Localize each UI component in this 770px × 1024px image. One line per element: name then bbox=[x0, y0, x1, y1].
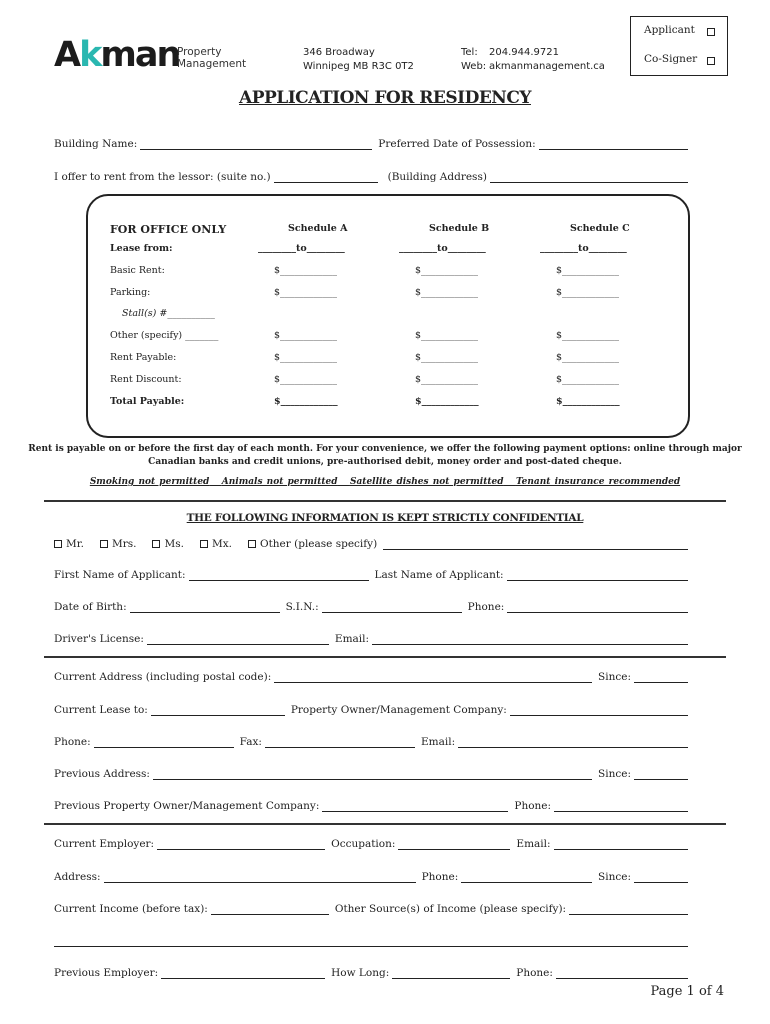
rent-payable-a[interactable]: $____________ bbox=[274, 352, 338, 363]
dob-field[interactable] bbox=[130, 601, 280, 613]
how-long-label: How Long: bbox=[331, 967, 390, 979]
owner-company-label: Property Owner/Management Company: bbox=[290, 704, 507, 716]
parking-c[interactable]: $____________ bbox=[556, 287, 620, 298]
web-label: Web: bbox=[461, 61, 487, 72]
previous-address-label: Previous Address: bbox=[54, 768, 150, 780]
emp-email-field[interactable] bbox=[554, 838, 688, 850]
other-income-label: Other Source(s) of Income (please specify): bbox=[334, 903, 567, 915]
emp-phone-label: Phone: bbox=[421, 871, 459, 883]
license-row bbox=[54, 633, 688, 645]
building-row bbox=[54, 138, 688, 150]
rent-payable-c[interactable]: $____________ bbox=[556, 352, 620, 363]
previous-address-field[interactable] bbox=[153, 768, 592, 780]
current-address-row bbox=[54, 671, 688, 683]
email-label: Email: bbox=[334, 633, 370, 645]
possession-date-field[interactable] bbox=[539, 138, 688, 150]
current-employer-label: Current Employer: bbox=[54, 838, 155, 850]
applicant-type-box bbox=[630, 16, 728, 76]
previous-owner-row bbox=[54, 800, 688, 812]
company-address bbox=[303, 46, 414, 74]
prev-phone-field[interactable] bbox=[554, 800, 688, 812]
previous-employer-row bbox=[54, 967, 688, 979]
basic-rent-a[interactable]: $____________ bbox=[274, 265, 338, 276]
tel-label: Tel: bbox=[461, 47, 478, 58]
ms-label: Ms. bbox=[164, 538, 184, 550]
basic-rent-c[interactable]: $____________ bbox=[556, 265, 620, 276]
logo-sub-1: Property bbox=[177, 46, 222, 58]
phone-field[interactable] bbox=[507, 601, 688, 613]
other-a[interactable]: $____________ bbox=[274, 330, 338, 341]
divider bbox=[44, 656, 726, 658]
title-mrs[interactable] bbox=[100, 538, 137, 550]
dob-row bbox=[54, 601, 688, 613]
sin-label: S.I.N.: bbox=[285, 601, 319, 613]
previous-address-row bbox=[54, 768, 688, 780]
logo-accent-letter: k bbox=[79, 35, 101, 75]
res-email-field[interactable] bbox=[458, 736, 688, 748]
prev-phone-label: Phone: bbox=[514, 800, 552, 812]
cosigner-option[interactable] bbox=[644, 53, 697, 65]
emp-since-label: Since: bbox=[598, 871, 631, 883]
res-phone-field[interactable] bbox=[94, 736, 234, 748]
parking-a[interactable]: $____________ bbox=[274, 287, 338, 298]
fax-field[interactable] bbox=[265, 736, 415, 748]
office-title: FOR OFFICE ONLY bbox=[110, 223, 227, 236]
rent-discount-label: Rent Discount: bbox=[110, 374, 182, 385]
building-name-field[interactable] bbox=[140, 138, 372, 150]
divider bbox=[44, 823, 726, 825]
applicant-option[interactable] bbox=[644, 24, 695, 36]
contact-row bbox=[54, 736, 688, 748]
current-lease-field[interactable] bbox=[151, 704, 285, 716]
since-label: Since: bbox=[598, 671, 631, 683]
other-b[interactable]: $____________ bbox=[415, 330, 479, 341]
applicant-checkbox[interactable] bbox=[707, 28, 715, 36]
rent-discount-b[interactable]: $____________ bbox=[415, 374, 479, 385]
income-field[interactable] bbox=[211, 903, 329, 915]
mx-label: Mx. bbox=[211, 538, 232, 550]
policies bbox=[0, 477, 770, 487]
building-address-field[interactable] bbox=[490, 171, 688, 183]
schedule-a-header: Schedule A bbox=[288, 223, 348, 234]
license-field[interactable] bbox=[147, 633, 329, 645]
page-title: APPLICATION FOR RESIDENCY bbox=[239, 88, 531, 108]
policy-satellite: Satellite dishes not permitted bbox=[349, 477, 504, 487]
schedule-b-header: Schedule B bbox=[429, 223, 490, 234]
prev-emp-phone-label: Phone: bbox=[516, 967, 553, 979]
payment-notice-line-1: Rent is payable on or before the first day of each month. For your convenience, we offer the following payment options: online through major bbox=[28, 444, 742, 454]
address-line-1: 346 Broadway bbox=[303, 47, 375, 58]
title-other[interactable] bbox=[248, 538, 377, 550]
income-row bbox=[54, 903, 688, 915]
logo-sub-2: Management bbox=[177, 58, 247, 70]
parking-b[interactable]: $____________ bbox=[415, 287, 479, 298]
emp-address-label: Address: bbox=[54, 871, 101, 883]
other-c[interactable]: $____________ bbox=[556, 330, 620, 341]
total-payable-c[interactable]: $____________ bbox=[556, 396, 620, 407]
emp-email-label: Email: bbox=[516, 838, 551, 850]
confidential-heading: THE FOLLOWING INFORMATION IS KEPT STRICTLY CONFIDENTIAL bbox=[186, 512, 584, 524]
lease-range-c[interactable]: ________to________ bbox=[540, 243, 627, 254]
lease-row bbox=[54, 704, 688, 716]
payment-notice-line-2: Canadian banks and credit unions, pre-authorised debit, money order and post-dated cheque. bbox=[148, 457, 622, 467]
phone-label: Phone: bbox=[467, 601, 505, 613]
current-address-field[interactable] bbox=[274, 671, 592, 683]
mrs-label: Mrs. bbox=[111, 538, 137, 550]
employer-address-row bbox=[54, 871, 688, 883]
title-mr[interactable] bbox=[54, 538, 84, 550]
payment-notice bbox=[0, 443, 770, 469]
tel-value: 204.944.9721 bbox=[489, 47, 559, 58]
dob-label: Date of Birth: bbox=[54, 601, 127, 613]
rent-payable-b[interactable]: $____________ bbox=[415, 352, 479, 363]
mr-checkbox[interactable] bbox=[54, 540, 62, 548]
basic-rent-b[interactable]: $____________ bbox=[415, 265, 479, 276]
suite-number-field[interactable] bbox=[274, 171, 378, 183]
mx-checkbox[interactable] bbox=[200, 540, 208, 548]
policy-smoking: Smoking not permitted bbox=[89, 477, 210, 487]
prev-since-label: Since: bbox=[598, 768, 631, 780]
current-address-label: Current Address (including postal code): bbox=[54, 671, 272, 683]
title-ms[interactable] bbox=[152, 538, 183, 550]
current-employer-field[interactable] bbox=[157, 838, 325, 850]
income-label: Current Income (before tax): bbox=[54, 903, 208, 915]
address-line-2: Winnipeg MB R3C 0T2 bbox=[303, 61, 414, 72]
logo bbox=[54, 36, 179, 76]
previous-employer-label: Previous Employer: bbox=[54, 967, 159, 979]
current-lease-label: Current Lease to: bbox=[54, 704, 148, 716]
policy-insurance: Tenant insurance recommended bbox=[515, 477, 681, 487]
title-mx[interactable] bbox=[200, 538, 232, 550]
last-name-field[interactable] bbox=[507, 569, 688, 581]
employer-row bbox=[54, 838, 688, 850]
owner-company-field[interactable] bbox=[510, 704, 688, 716]
other-income-field[interactable] bbox=[569, 903, 688, 915]
previous-owner-label: Previous Property Owner/Management Company: bbox=[54, 800, 320, 812]
total-payable-label: Total Payable: bbox=[110, 396, 185, 407]
parking-label: Parking: bbox=[110, 287, 151, 298]
emp-phone-field[interactable] bbox=[461, 871, 592, 883]
offer-rent-label: I offer to rent from the lessor: (suite no.) bbox=[54, 171, 271, 183]
title-options bbox=[54, 538, 688, 550]
applicant-label: Applicant bbox=[644, 24, 695, 36]
company-contact bbox=[461, 46, 605, 74]
other-title-field[interactable] bbox=[383, 538, 688, 550]
lease-range-b[interactable]: ________to________ bbox=[399, 243, 486, 254]
occupation-label: Occupation: bbox=[331, 838, 396, 850]
logo-sub bbox=[177, 46, 246, 70]
cosigner-checkbox[interactable] bbox=[707, 57, 715, 65]
email-field[interactable] bbox=[372, 633, 688, 645]
rent-discount-c[interactable]: $____________ bbox=[556, 374, 620, 385]
address-since-field[interactable] bbox=[634, 671, 688, 683]
how-long-field[interactable] bbox=[392, 967, 510, 979]
emp-since-field[interactable] bbox=[634, 871, 688, 883]
cosigner-label: Co-Signer bbox=[644, 53, 698, 65]
previous-owner-field[interactable] bbox=[322, 800, 508, 812]
prev-since-field[interactable] bbox=[634, 768, 688, 780]
sin-field[interactable] bbox=[322, 601, 462, 613]
building-address-label: (Building Address) bbox=[387, 171, 487, 183]
logo-word: Akman bbox=[54, 35, 180, 75]
office-only-box bbox=[86, 194, 690, 438]
basic-rent-label: Basic Rent: bbox=[110, 265, 165, 276]
ms-checkbox[interactable] bbox=[152, 540, 160, 548]
first-name-field[interactable] bbox=[189, 569, 369, 581]
stall-number-field[interactable]: Stall(s) #__________ bbox=[122, 308, 215, 319]
rent-discount-a[interactable]: $____________ bbox=[274, 374, 338, 385]
first-name-label: First Name of Applicant: bbox=[54, 569, 186, 581]
fax-label: Fax: bbox=[239, 736, 262, 748]
res-phone-label: Phone: bbox=[54, 736, 91, 748]
total-payable-a[interactable]: $____________ bbox=[274, 396, 338, 407]
other-specify-label[interactable]: Other (specify) _______ bbox=[110, 330, 219, 341]
total-payable-b[interactable]: $____________ bbox=[415, 396, 479, 407]
last-name-label: Last Name of Applicant: bbox=[374, 569, 504, 581]
mr-label: Mr. bbox=[66, 538, 84, 550]
rent-payable-label: Rent Payable: bbox=[110, 352, 177, 363]
web-value: akmanmanagement.ca bbox=[489, 61, 605, 72]
name-row bbox=[54, 569, 688, 581]
schedule-c-header: Schedule C bbox=[570, 223, 630, 234]
occupation-field[interactable] bbox=[398, 838, 510, 850]
possession-date-label: Preferred Date of Possession: bbox=[378, 138, 536, 150]
other-label: Other (please specify) bbox=[259, 538, 378, 550]
divider bbox=[44, 500, 726, 502]
building-name-label: Building Name: bbox=[54, 138, 138, 150]
offer-row bbox=[54, 171, 688, 183]
license-label: Driver's License: bbox=[54, 633, 144, 645]
prev-emp-phone-field[interactable] bbox=[556, 967, 688, 979]
res-email-label: Email: bbox=[420, 736, 456, 748]
lease-range-a[interactable]: ________to________ bbox=[258, 243, 345, 254]
other-checkbox[interactable] bbox=[248, 540, 256, 548]
emp-address-field[interactable] bbox=[104, 871, 416, 883]
previous-employer-field[interactable] bbox=[161, 967, 325, 979]
policy-animals: Animals not permitted bbox=[221, 477, 338, 487]
lease-from-label: Lease from: bbox=[110, 243, 173, 254]
page-number: Page 1 of 4 bbox=[650, 984, 724, 999]
other-income-continuation-field[interactable] bbox=[54, 935, 688, 947]
mrs-checkbox[interactable] bbox=[100, 540, 108, 548]
